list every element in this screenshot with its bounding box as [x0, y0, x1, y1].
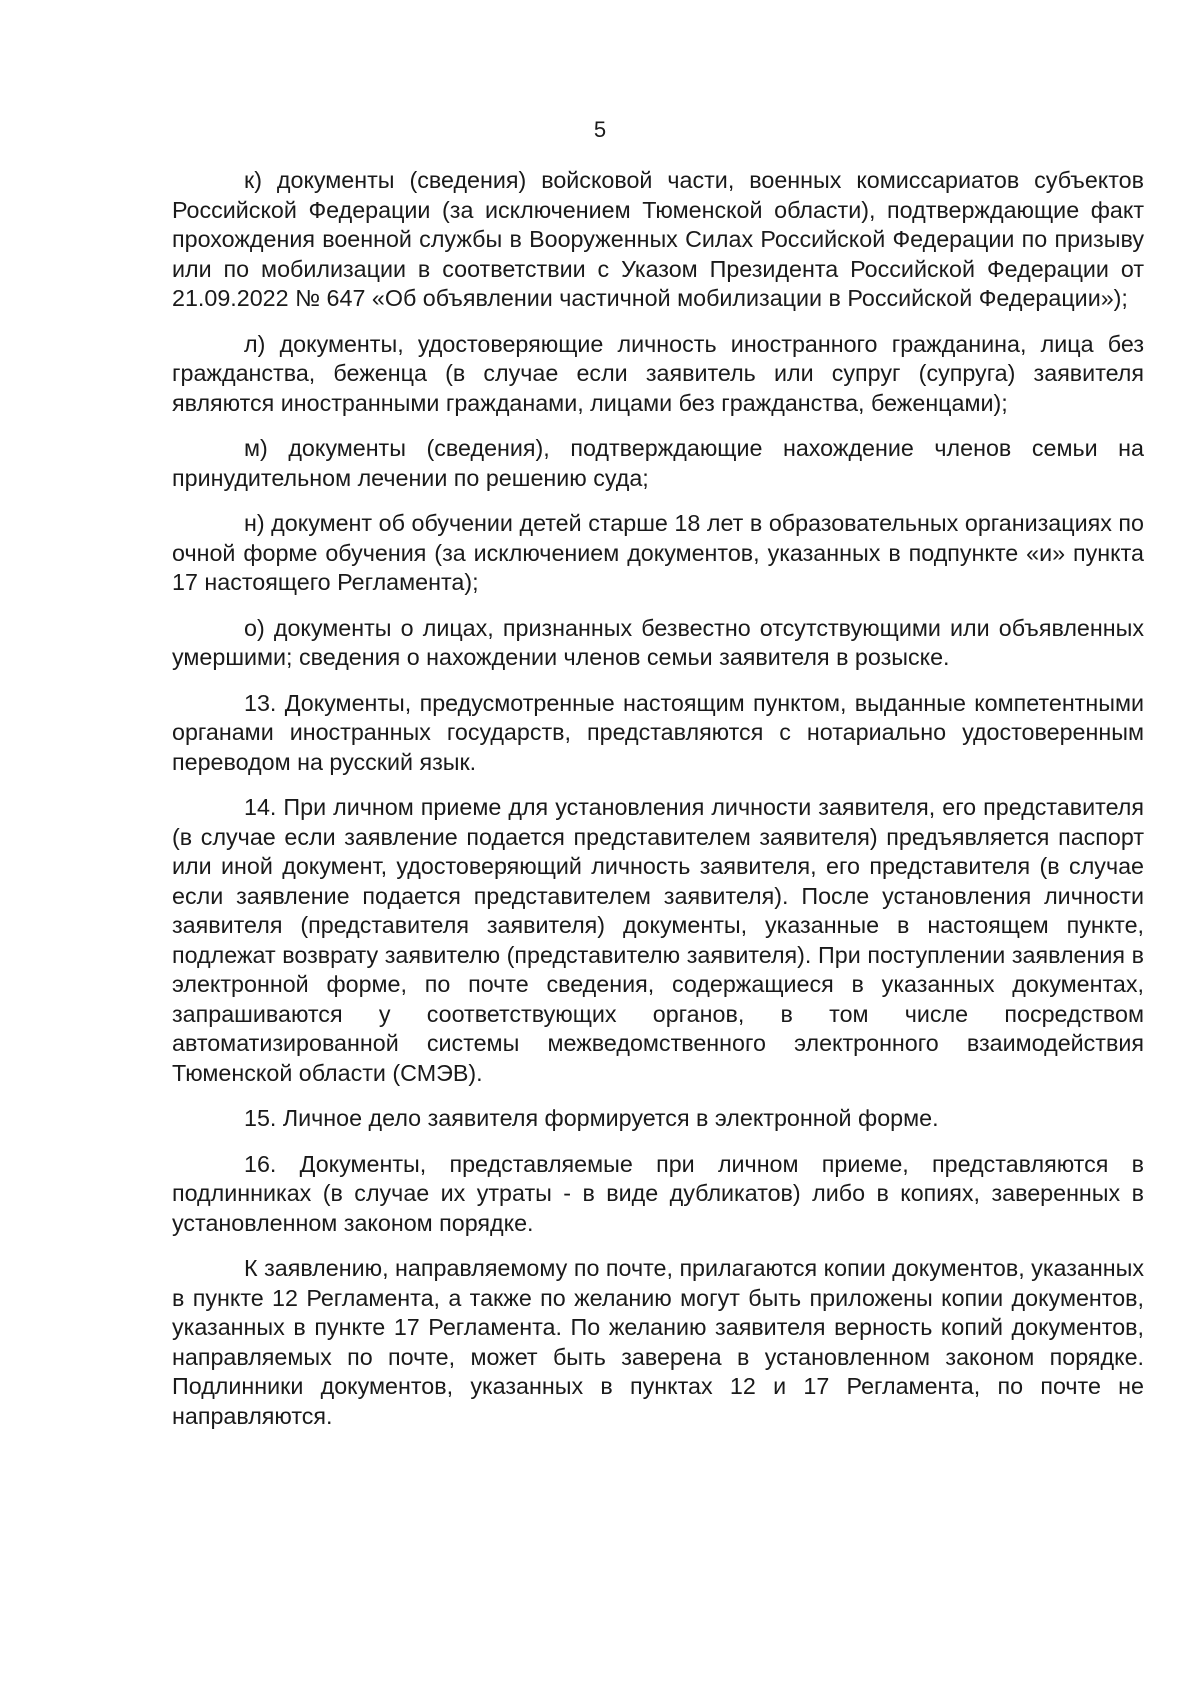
document-body	[172, 166, 1144, 1447]
paragraph-mail-attachments: К заявлению, направляемому по почте, прилагаются копии документов, указанных в пункте 12 Регламента, а также по желанию могут быть приложены копии документов, указанных в пункте 17 Регламента. По желанию заявителя верность копий документов, направляемых по почте, может быть заверена в установленном законом порядке. Подлинники документов, указанных в пунктах 12 и 17 Регламента, по почте не направляются.	[172, 1255, 1144, 1429]
paragraph-clause-16: 16. Документы, представляемые при личном приеме, представляются в подлинниках (в случае их утраты - в виде дубликатов) либо в копиях, заверенных в установленном законом порядке.	[172, 1150, 1144, 1236]
paragraph-item-o: о) документы о лицах, признанных безвестно отсутствующими или объявленных умершими; сведения о нахождении членов семьи заявителя в розыске.	[172, 614, 1144, 670]
paragraph-item-l: л) документы, удостоверяющие личность иностранного гражданина, лица без гражданства, беженца (в случае если заявитель или супруг (супруга) заявителя являются иностранными гражданами, лицами без гражданства, беженцами);	[172, 330, 1144, 416]
paragraph-item-k: к) документы (сведения) войсковой части, военных комиссариатов субъектов Российской Федерации (за исключением Тюменской области), подтверждающие факт прохождения военной службы в Вооруженных Силах Российской Федерации по призыву или по мобилизации в соответствии с Указом Президента Российской Федерации от 21.09.2022 № 647 «Об объявлении частичной мобилизации в Российской Федерации»);	[172, 167, 1144, 311]
paragraph-item-n: н) документ об обучении детей старше 18 лет в образовательных организациях по очной форме обучения (за исключением документов, указанных в подпункте «и» пункта 17 настоящего Регламента);	[172, 510, 1144, 595]
paragraph-item-m: м) документы (сведения), подтверждающие нахождение членов семьи на принудительном лечении по решению суда;	[172, 435, 1144, 491]
paragraph-clause-13: 13. Документы, предусмотренные настоящим пунктом, выданные компетентными органами иностранных государств, представляются с нотариально удостоверенным переводом на русский язык.	[172, 689, 1144, 775]
paragraph-clause-14: 14. При личном приеме для установления личности заявителя, его представителя (в случае если заявление подается представителем заявителя) предъявляется паспорт или иной документ, удостоверяющий личность заявителя, его представителя (в случае если заявление подается представителем заявителя). После установления личности заявителя (представителя заявителя) документы, указанные в настоящем пункте, подлежат возврату заявителю (представителю заявителя). При поступлении заявления в электронной форме, по почте сведения, содержащиеся в указанных документах, запрашиваются у соответствующих органов, в том числе посредством автоматизированной системы межведомственного электронного взаимодействия Тюменской области (СМЭВ).	[172, 794, 1144, 1086]
page-number: 5	[593, 117, 607, 142]
paragraph-clause-15: 15. Личное дело заявителя формируется в электронной форме.	[244, 1105, 939, 1131]
